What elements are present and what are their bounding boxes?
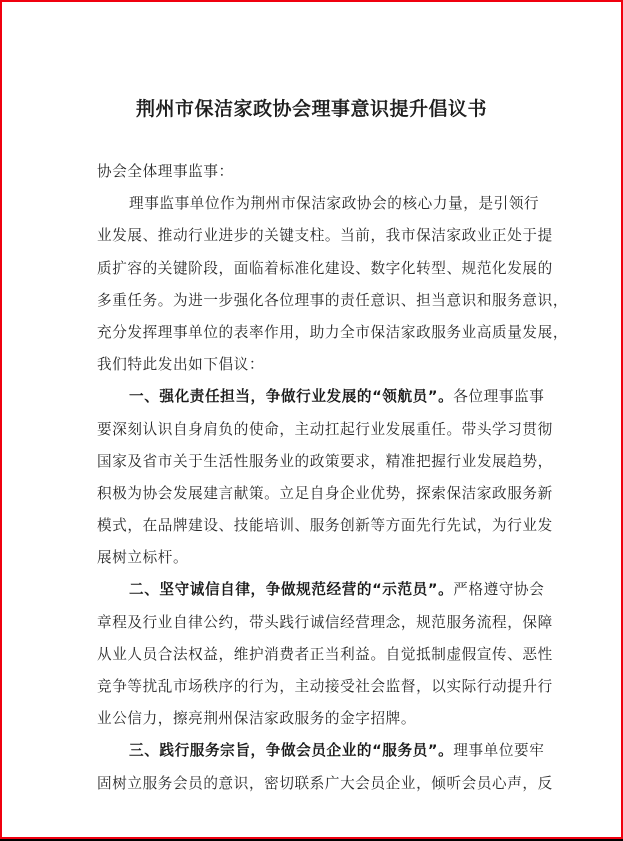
document-title: 荆州市保洁家政协会理事意识提升倡议书: [135, 98, 487, 120]
paragraph-line: 固树立服务会员的意识，密切联系广大会员企业，倾听会员心声，反: [97, 774, 553, 792]
paragraph-line: [97, 574, 545, 606]
paragraph-line: 国家及省市关于生活性服务业的政策要求，精准把握行业发展趋势，: [97, 452, 553, 470]
section-2-paragraph: [97, 574, 553, 735]
section-heading: 二、坚守诚信自律，争做规范经营的“示范员”。: [129, 581, 454, 599]
paragraph-line: 从业人员合法权益，维护消费者正当利益。自觉抵制虚假宣传、恶性: [97, 645, 553, 663]
document-page: [2, 2, 621, 837]
paragraph-line: 模式，在品牌建设、技能培训、服务创新等方面先行先试，为行业发: [97, 517, 553, 535]
intro-paragraph: [97, 188, 569, 381]
paragraph-line: 要深刻认识自身肩负的使命，主动扛起行业发展重任。带头学习贯彻: [97, 420, 553, 438]
section-text: 严格遵守协会: [453, 581, 545, 599]
section-3-paragraph: [97, 735, 553, 799]
section-heading: 一、强化责任担当，争做行业发展的“领航员”。: [129, 388, 454, 406]
section-text: 各位理事监事: [453, 388, 545, 406]
paragraph-line: [97, 735, 545, 767]
salutation: 协会全体理事监事：: [97, 163, 234, 180]
paragraph-line: 展树立标杆。: [97, 549, 189, 567]
paragraph-line: 充分发挥理事单位的表率作用，助力全市保洁家政服务业高质量发展，: [97, 323, 569, 341]
paragraph-line: 理事监事单位作为荆州市保洁家政协会的核心力量，是引领行: [129, 195, 540, 213]
paragraph-line: 我们特此发出如下倡议：: [97, 356, 265, 374]
section-text: 理事单位要牢: [453, 742, 545, 760]
paragraph-line: 章程及行业自律公约，带头践行诚信经营理念，规范服务流程，保障: [97, 613, 553, 631]
section-heading: 三、践行服务宗旨，争做会员企业的“服务员”。: [129, 742, 454, 760]
paragraph-line: 多重任务。为进一步强化各位理事的责任意识、担当意识和服务意识，: [97, 291, 569, 309]
paragraph-line: [97, 381, 545, 413]
paragraph-line: 积极为协会发展建言献策。立足自身企业优势，探索保洁家政服务新: [97, 484, 553, 502]
paragraph-line: 竞争等扰乱市场秩序的行为，主动接受社会监督，以实际行动提升行: [97, 678, 553, 695]
paragraph-line: 质扩容的关键阶段，面临着标准化建设、数字化转型、规范化发展的: [97, 259, 553, 277]
section-1-paragraph: [97, 381, 553, 574]
paragraph-line: 业公信力，擦亮荆州保洁家政服务的金字招牌。: [97, 710, 417, 728]
document-body: [97, 156, 569, 800]
paragraph-line: 业发展、推动行业进步的关键支柱。当前，我市保洁家政业正处于提: [97, 227, 553, 245]
